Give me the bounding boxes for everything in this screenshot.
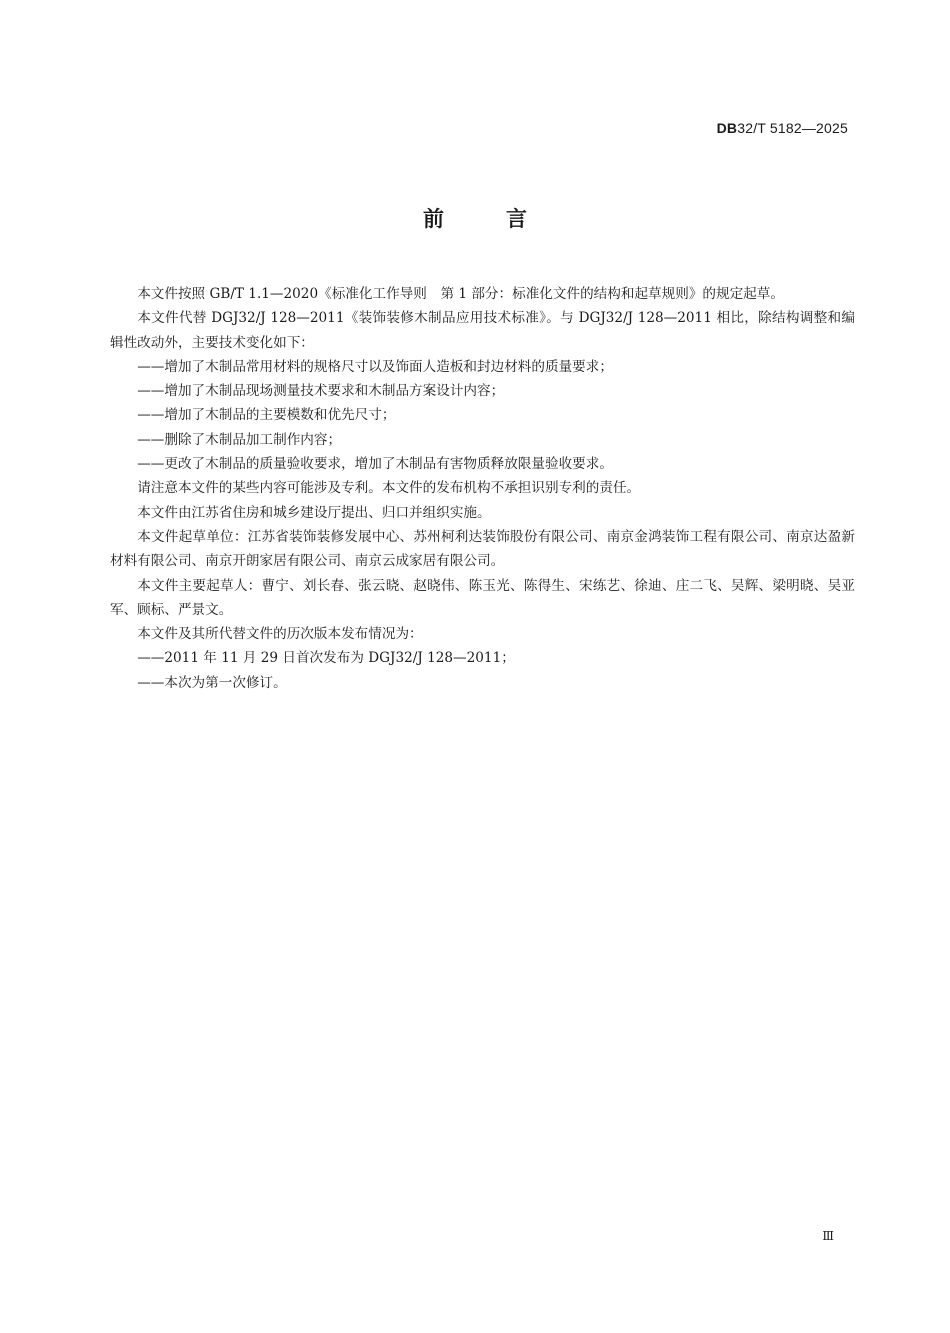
paragraph: 本文件按照 GB/T 1.1—2020《标准化工作导则 第 1 部分：标准化文件的结构和起草规则》的规定起草。 bbox=[137, 286, 784, 302]
page-title: 前言 bbox=[423, 207, 589, 231]
change-list-item: ——增加了木制品的主要模数和优先尺寸； bbox=[137, 407, 396, 424]
standard-number: 32/T 5182—2025 bbox=[737, 120, 848, 136]
paragraph: 本文件起草单位：江苏省装饰装修发展中心、苏州柯利达装饰股份有限公司、南京金鸿装饰工程有限公司、南京达盈新材料有限公司、南京开朗家居有限公司、南京云成家居有限公司。 bbox=[110, 528, 855, 570]
paragraph: 本文件主要起草人：曹宁、刘长春、张云晓、赵晓伟、陈玉光、陈得生、宋练艺、徐迪、庄二飞、吴辉、梁明晓、吴亚军、顾标、严景文。 bbox=[110, 577, 855, 618]
document-body bbox=[110, 282, 855, 695]
page-number: Ⅲ bbox=[822, 1229, 834, 1243]
change-list-item: ——删除了木制品加工制作内容； bbox=[137, 431, 342, 448]
change-list-item: ——增加了木制品常用材料的规格尺寸以及饰面人造板和封边材料的质量要求； bbox=[137, 358, 613, 375]
change-list-item: ——更改了木制品的质量验收要求，增加了木制品有害物质释放限量验收要求。 bbox=[137, 456, 613, 473]
history-list-item: ——本次为第一次修订。 bbox=[137, 674, 287, 691]
paragraph: 请注意本文件的某些内容可能涉及专利。本文件的发布机构不承担识别专利的责任。 bbox=[137, 480, 641, 497]
change-list-item: ——增加了木制品现场测量技术要求和木制品方案设计内容； bbox=[137, 383, 505, 400]
paragraph: 本文件及其所代替文件的历次版本发布情况为： bbox=[137, 626, 423, 643]
standard-code bbox=[717, 120, 848, 136]
paragraph: 本文件由江苏省住房和城乡建设厅提出、归口并组织实施。 bbox=[137, 504, 491, 521]
paragraph: 本文件代替 DGJ32/J 128—2011《装饰装修木制品应用技术标准》。与 DGJ32/J 128—2011 相比，除结构调整和编辑性改动外，主要技术变化如下： bbox=[110, 310, 855, 351]
history-list-item: ——2011 年 11 月 29 日首次发布为 DGJ32/J 128—2011； bbox=[137, 650, 515, 667]
standard-prefix: DB bbox=[716, 120, 738, 136]
